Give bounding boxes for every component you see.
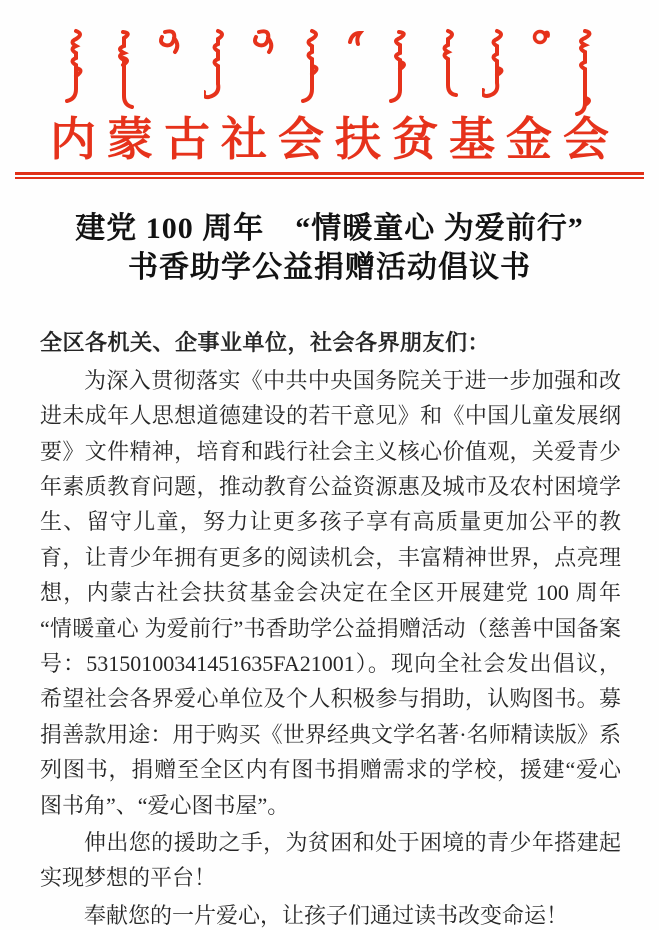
mongolian-glyph-icon xyxy=(298,28,324,110)
mongolian-glyph-icon xyxy=(434,28,460,100)
mongolian-glyph-icon xyxy=(110,28,136,116)
letter-body xyxy=(40,325,621,930)
mongolian-glyph-icon xyxy=(532,28,550,46)
mongolian-glyph-icon xyxy=(346,28,364,48)
document-title-line2: 书香助学公益捐赠活动倡议书 xyxy=(128,251,531,285)
mongolian-glyph-icon xyxy=(252,28,276,56)
mongolian-glyph-icon xyxy=(572,28,598,122)
mongolian-glyph-icon xyxy=(386,28,412,106)
mongolian-script xyxy=(16,28,643,122)
org-name-title: 内蒙古社会扶贫基金会 xyxy=(50,114,620,165)
salutation: 全区各机关、企事业单位，社会各界朋友们： xyxy=(40,330,491,356)
document-title-line1: 建党 100 周年 “情暖童心 为爱前行” xyxy=(75,212,584,246)
mongolian-glyph-icon xyxy=(158,28,182,56)
body-paragraph: 伸出您的援助之手，为贫困和处于困境的青少年搭建起实现梦想的平台！ xyxy=(40,829,621,891)
document-title xyxy=(0,209,659,287)
mongolian-glyph-icon xyxy=(62,28,88,108)
letterhead xyxy=(0,0,659,179)
body-paragraph: 为深入贯彻落实《中共中央国务院关于进一步加强和改进未成年人思想道德建设的若干意见》和《中国儿童发展纲要》文件精神，培育和践行社会主义核心价值观，关爱青少年素质教育问题，推动教育公益资源惠及城市及农村困境学生、留守儿童，努力让更多孩子享有高质量更加公平的教育，让青少年拥有更多的阅读机会，丰富精神世界，点亮理想，内蒙古社会扶贫基金会决定在全区开展建党 100 周年 “情暖童心 为爱前行”书香助学公益捐赠活动（慈善中国备案号：53150100341451635FA21001）。现向全社会发出倡议，希望社会各界爱心单位及个人积极参与捐助，认购图书。募捐善款用途：用于购买《世界经典文学名著·名师精读版》系列图书，捐赠至全区内有图书捐赠需求的学校，援建“爱心图书角”、“爱心图书屋”。 xyxy=(40,367,621,818)
mongolian-glyph-icon xyxy=(204,28,230,102)
mongolian-glyph-icon xyxy=(482,28,510,108)
header-double-rule xyxy=(15,172,644,179)
body-paragraph: 奉献您的一片爱心，让孩子们通过读书改变命运！ xyxy=(84,902,569,928)
